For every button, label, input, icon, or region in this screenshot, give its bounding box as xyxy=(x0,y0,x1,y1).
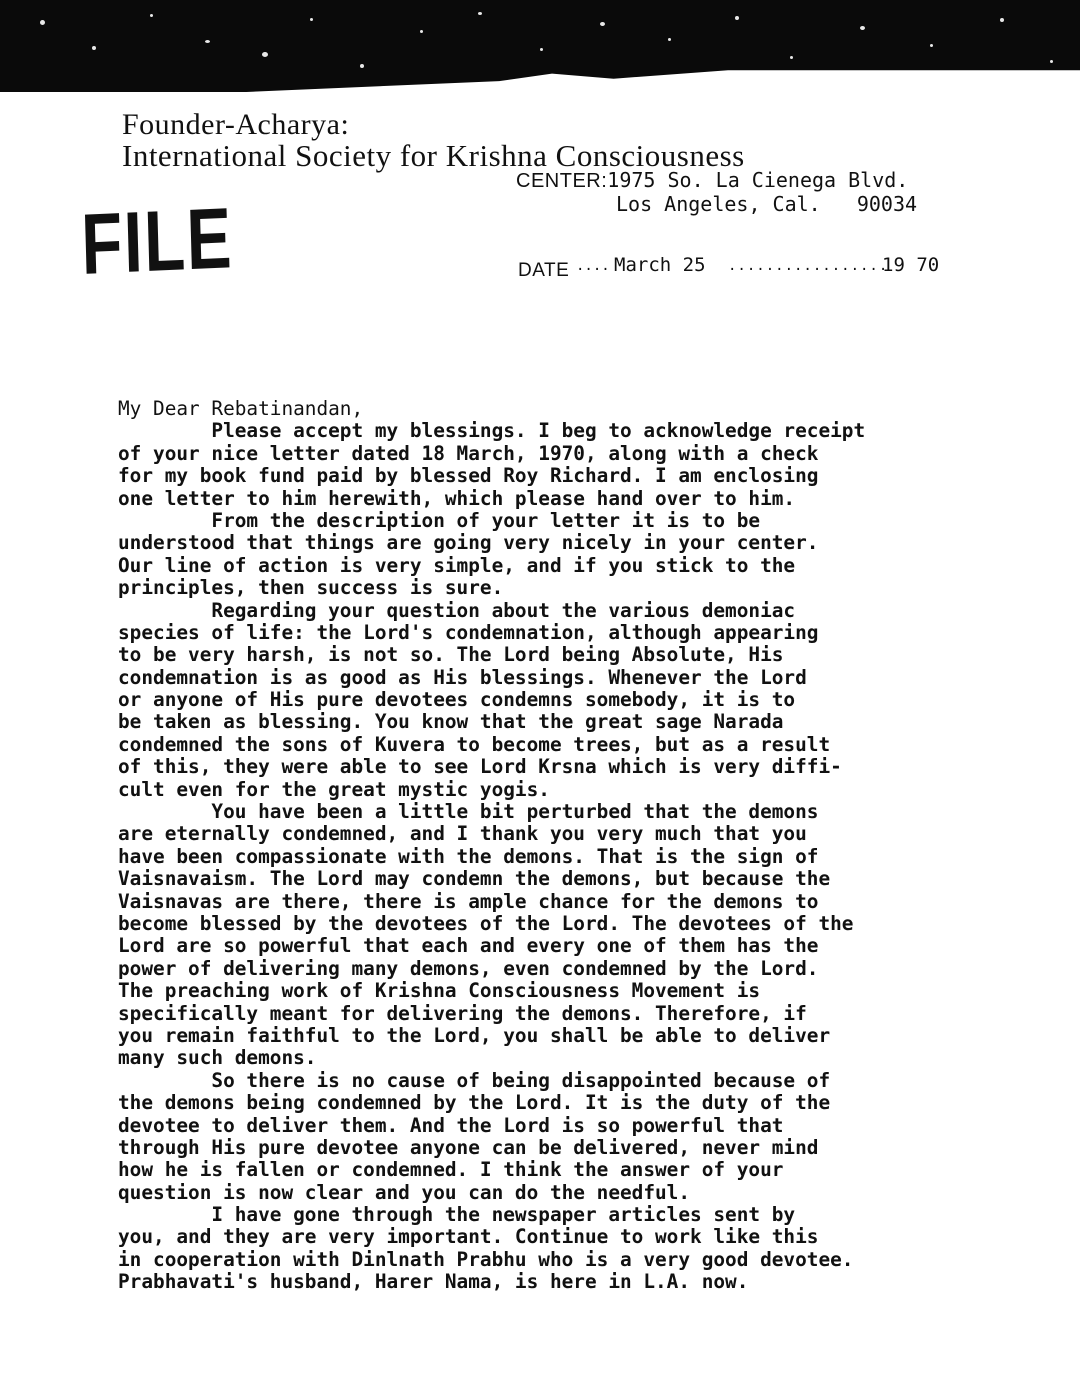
letter-line: or anyone of His pure devotees condemns somebody, it is to xyxy=(118,688,796,712)
letter-line: are eternally condemned, and I thank you very much that you xyxy=(118,822,807,846)
date-label: DATE xyxy=(518,260,570,281)
file-stamp: FILE xyxy=(80,190,235,293)
letter-line: through His pure devotee anyone can be delivered, never mind xyxy=(118,1135,819,1159)
date-value: March 25 xyxy=(614,254,706,276)
date-field xyxy=(518,254,948,284)
letter-line: you, and they are very important. Continue to work like this xyxy=(118,1225,819,1249)
letter-line: condemned the sons of Kuvera to become trees, but as a result xyxy=(118,732,831,756)
letter-line: cult even for the great mystic yogis. xyxy=(118,777,550,801)
letter-line: in cooperation with Dinlnath Prabhu who is a very good devotee. xyxy=(118,1247,854,1271)
salutation: My Dear Rebatinandan, xyxy=(118,397,364,420)
founder-line: Founder-Acharya: xyxy=(122,108,350,141)
letter-line: the demons being condemned by the Lord. It is the duty of the xyxy=(118,1091,831,1115)
letter-line: Our line of action is very simple, and if you stick to the xyxy=(118,553,796,577)
letter-line: for my book fund paid by blessed Roy Richard. I am enclosing xyxy=(118,464,819,488)
letter-line: many such demons. xyxy=(118,1046,317,1070)
letter-line: become blessed by the devotees of the Lord. The devotees of the xyxy=(118,911,854,935)
letter-line: Regarding your question about the various demoniac xyxy=(118,598,796,622)
letter-line: to be very harsh, is not so. The Lord being Absolute, His xyxy=(118,643,784,667)
letter-line: Prabhavati's husband, Harer Nama, is here in L.A. now. xyxy=(118,1270,749,1294)
letter-line: of your nice letter dated 18 March, 1970, along with a check xyxy=(118,441,819,465)
date-leader-dots: .... xyxy=(576,258,610,274)
letter-line: how he is fallen or condemned. I think the answer of your xyxy=(118,1158,784,1182)
society-line: International Society for Krishna Consciousness xyxy=(122,138,745,173)
letter-line: power of delivering many demons, even condemned by the Lord. xyxy=(118,956,819,980)
date-year: 19 70 xyxy=(882,254,940,276)
city-line: Los Angeles, Cal. 90034 xyxy=(616,192,918,216)
letter-line: So there is no cause of being disappointed because of xyxy=(118,1068,831,1092)
letter-line: be taken as blessing. You know that the great sage Narada xyxy=(118,710,784,734)
letter-line: specifically meant for delivering the demons. Therefore, if xyxy=(118,1001,807,1025)
letter-line: Vaisnavas are there, there is ample chance for the demons to xyxy=(118,889,819,913)
letter-line: You have been a little bit perturbed that the demons xyxy=(118,800,819,824)
letter-line: condemnation is as good as His blessings. Whenever the Lord xyxy=(118,665,807,689)
letter-line: principles, then success is sure. xyxy=(118,576,504,600)
letter-line: Please accept my blessings. I beg to acknowledge receipt xyxy=(118,419,866,443)
center-label: CENTER: xyxy=(516,170,608,192)
letter-line: one letter to him herewith, which please hand over to him. xyxy=(118,486,796,510)
letter-line: understood that things are going very nicely in your center. xyxy=(118,531,819,555)
letter-line: Lord are so powerful that each and every one of them has the xyxy=(118,934,819,958)
letter-line: The preaching work of Krishna Consciousness Movement is xyxy=(118,979,761,1003)
letter-line: Vaisnavaism. The Lord may condemn the demons, but because the xyxy=(118,867,831,891)
letter-line: you remain faithful to the Lord, you shall be able to deliver xyxy=(118,1023,831,1047)
letter-line: devotee to deliver them. And the Lord is so powerful that xyxy=(118,1113,784,1137)
letter-line: I have gone through the newspaper articles sent by xyxy=(118,1203,796,1227)
letter-line: of this, they were able to see Lord Krsna which is very diffi- xyxy=(118,755,842,779)
letter-line: species of life: the Lord's condemnation, although appearing xyxy=(118,620,819,644)
letter-line: question is now clear and you can do the needful. xyxy=(118,1180,691,1204)
letter-line: have been compassionate with the demons. That is the sign of xyxy=(118,844,819,868)
letter-body xyxy=(118,398,978,1294)
letter-line: From the description of your letter it is to be xyxy=(118,508,761,532)
date-trailing-dots: ................. xyxy=(728,258,889,274)
center-address xyxy=(516,168,908,193)
center-street: 1975 So. La Cienega Blvd. xyxy=(607,168,909,192)
